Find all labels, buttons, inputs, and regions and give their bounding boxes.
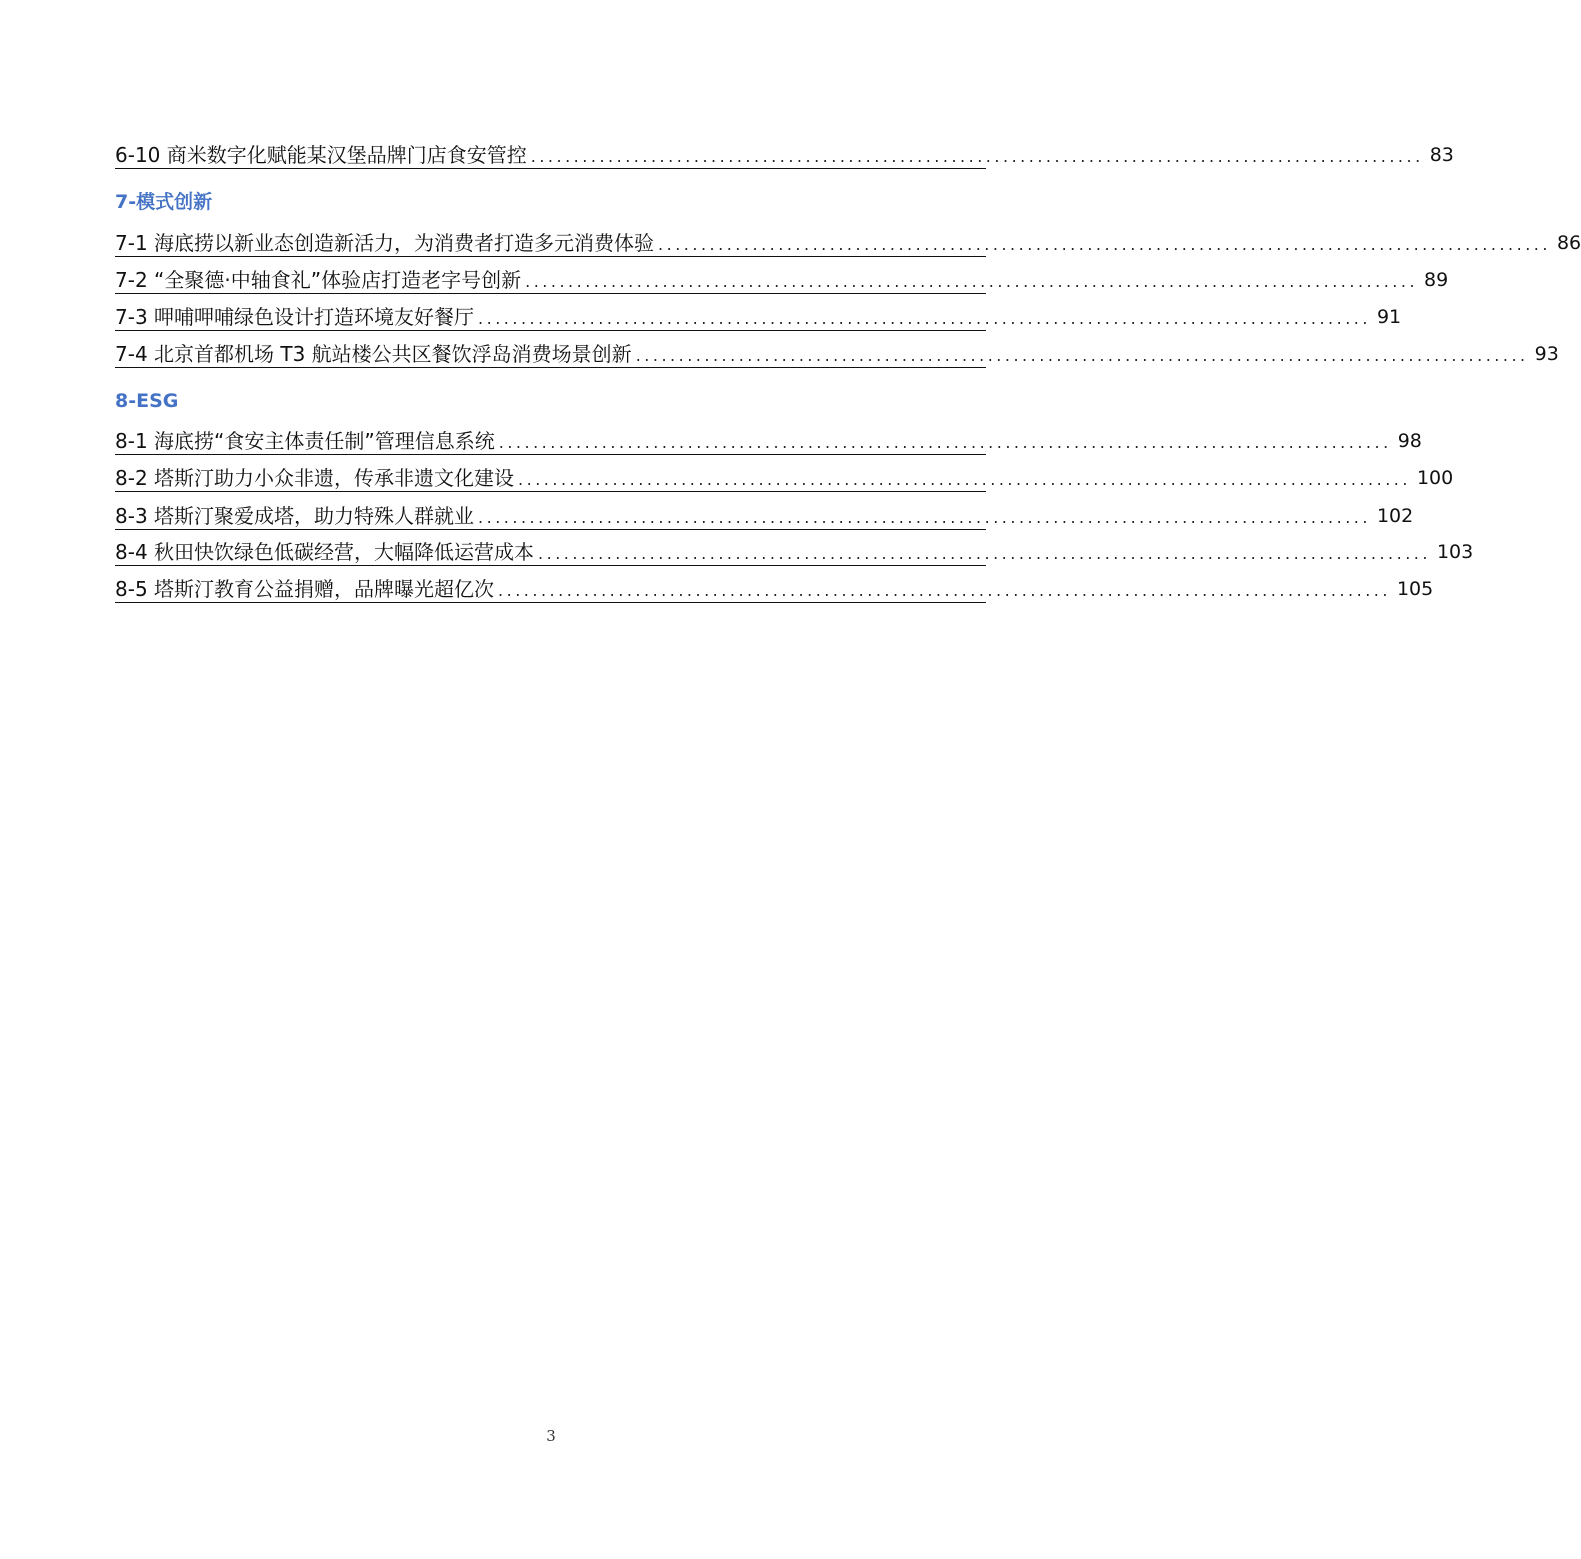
toc-entry-7-1[interactable]: [115, 227, 1581, 257]
dot-leader: ........................................................................................................: [478, 508, 1371, 527]
toc-entry-page: 105: [1396, 578, 1434, 600]
dot-leader: ........................................................................................................: [518, 470, 1411, 489]
toc-entry-6-10[interactable]: [115, 139, 1454, 169]
toc-section-7[interactable]: 7-模式创新: [115, 191, 213, 213]
dot-leader: ........................................................................................................: [498, 581, 1391, 600]
dot-leader: ........................................................................................................: [498, 433, 1392, 452]
toc-entry-title: 8-3 塔斯汀聚爱成塔，助力特殊人群就业: [115, 504, 475, 528]
toc-entry-7-4[interactable]: [115, 338, 1559, 368]
toc-entry-title: 8-5 塔斯汀教育公益捐赠，品牌曝光超亿次: [115, 577, 495, 601]
toc-entry-page: 102: [1376, 505, 1414, 527]
toc-entry-page: 83: [1429, 144, 1454, 166]
toc-entry-7-2[interactable]: [115, 264, 1449, 294]
toc-entry-page: 89: [1424, 269, 1449, 291]
toc-entry-8-4[interactable]: [115, 536, 1474, 566]
toc-entry-title: 7-2 “全聚德·中轴食礼”体验店打造老字号创新: [115, 268, 522, 292]
page-number: 3: [546, 1427, 556, 1445]
toc-entry-page: 93: [1534, 343, 1559, 365]
toc-entry-title: 7-4 北京首都机场 T3 航站楼公共区餐饮浮岛消费场景创新: [115, 342, 632, 366]
dot-leader: ........................................................................................................: [478, 309, 1371, 328]
toc-entry-8-3[interactable]: [115, 500, 1414, 530]
toc-entry-8-5[interactable]: [115, 573, 1434, 603]
dot-leader: ........................................................................................................: [538, 544, 1431, 563]
dot-leader: ........................................................................................................: [525, 272, 1419, 291]
toc-entry-7-3[interactable]: [115, 301, 1402, 331]
toc-entry-page: 91: [1376, 306, 1402, 328]
toc-entry-title: 8-1 海底捞“食安主体责任制”管理信息系统: [115, 429, 495, 453]
dot-leader: ........................................................................................................: [658, 235, 1551, 254]
toc-entry-title: 7-3 呷哺呷哺绿色设计打造环境友好餐厅: [115, 305, 475, 329]
toc-entry-page: 100: [1416, 467, 1454, 489]
toc-entry-8-2[interactable]: [115, 462, 1454, 492]
toc-entry-8-1[interactable]: [115, 425, 1422, 455]
toc-entry-page: 86: [1556, 232, 1581, 254]
dot-leader: ........................................................................................................: [530, 147, 1424, 166]
dot-leader: ........................................................................................................: [635, 346, 1529, 365]
toc-entry-title: 8-4 秋田快饮绿色低碳经营，大幅降低运营成本: [115, 540, 535, 564]
toc-entry-title: 8-2 塔斯汀助力小众非遗，传承非遗文化建设: [115, 466, 515, 490]
toc-entry-title: 7-1 海底捞以新业态创造新活力，为消费者打造多元消费体验: [115, 231, 655, 255]
toc-entry-page: 98: [1397, 430, 1422, 452]
toc-entry-page: 103: [1436, 541, 1474, 563]
toc-entry-title: 6-10 商米数字化赋能某汉堡品牌门店食安管控: [115, 143, 527, 167]
toc-section-8[interactable]: 8-ESG: [115, 390, 179, 412]
